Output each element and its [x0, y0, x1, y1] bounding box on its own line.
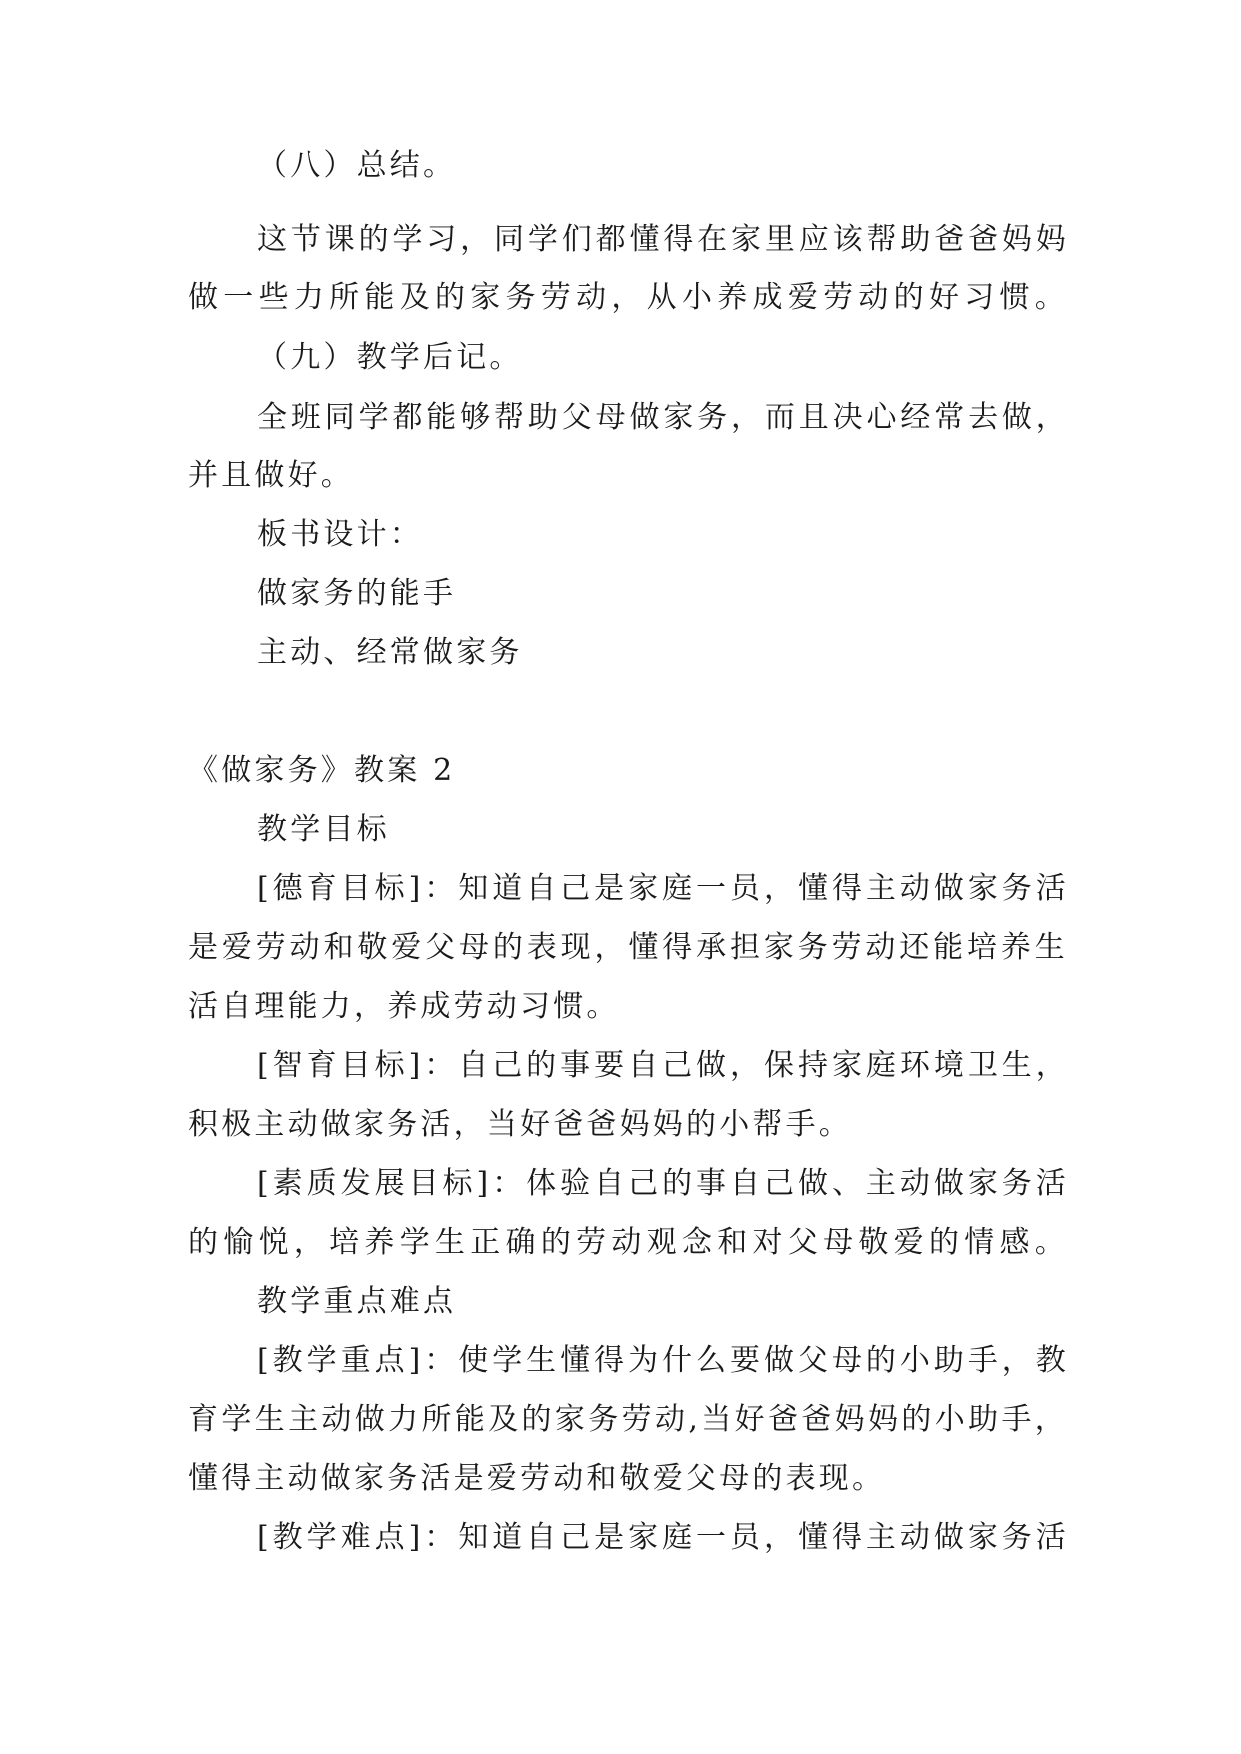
teaching-goals-heading: 教学目标 [257, 812, 390, 847]
intellectual-goal-line2: 积极主动做家务活，当好爸爸妈妈的小帮手。 [188, 1107, 852, 1142]
moral-goal-line3: 活自理能力，养成劳动习惯。 [188, 989, 620, 1024]
focus-difficulty-heading: 教学重点难点 [257, 1284, 457, 1319]
difficulty-line1: [教学难点]：知道自己是家庭一员，懂得主动做家务活 [257, 1520, 1069, 1555]
moral-goal-line1: [德育目标]：知道自己是家庭一员，懂得主动做家务活 [257, 871, 1069, 906]
section8-heading: （八）总结。 [257, 148, 457, 183]
section9-paragraph-line1: 全班同学都能够帮助父母做家务，而且决心经常去做， [257, 400, 1069, 435]
key-point-line1: [教学重点]：使学生懂得为什么要做父母的小助手，教 [257, 1343, 1069, 1378]
key-point-line3: 懂得主动做家务活是爱劳动和敬爱父母的表现。 [188, 1461, 886, 1496]
section8-paragraph-line1: 这节课的学习，同学们都懂得在家里应该帮助爸爸妈妈 [257, 222, 1069, 257]
board-design-line1: 做家务的能手 [257, 576, 457, 611]
section8-paragraph-line2: 做一些力所能及的家务劳动，从小养成爱劳动的好习惯。 [188, 280, 1068, 315]
quality-goal-line2: 的愉悦，培养学生正确的劳动观念和对父母敬爱的情感。 [188, 1225, 1068, 1260]
board-design-label: 板书设计： [257, 517, 423, 552]
section9-paragraph-line2: 并且做好。 [188, 458, 354, 493]
plan2-title: 《做家务》教案 2 [188, 753, 456, 788]
key-point-line2: 育学生主动做力所能及的家务劳动,当好爸爸妈妈的小助手， [188, 1402, 1068, 1437]
intellectual-goal-line1: [智育目标]：自己的事要自己做，保持家庭环境卫生， [257, 1048, 1069, 1083]
board-design-line2: 主动、经常做家务 [257, 635, 523, 670]
moral-goal-line2: 是爱劳动和敬爱父母的表现，懂得承担家务劳动还能培养生 [188, 930, 1068, 965]
quality-goal-line1: [素质发展目标]：体验自己的事自己做、主动做家务活 [257, 1166, 1069, 1201]
section9-heading: （九）教学后记。 [257, 340, 523, 375]
